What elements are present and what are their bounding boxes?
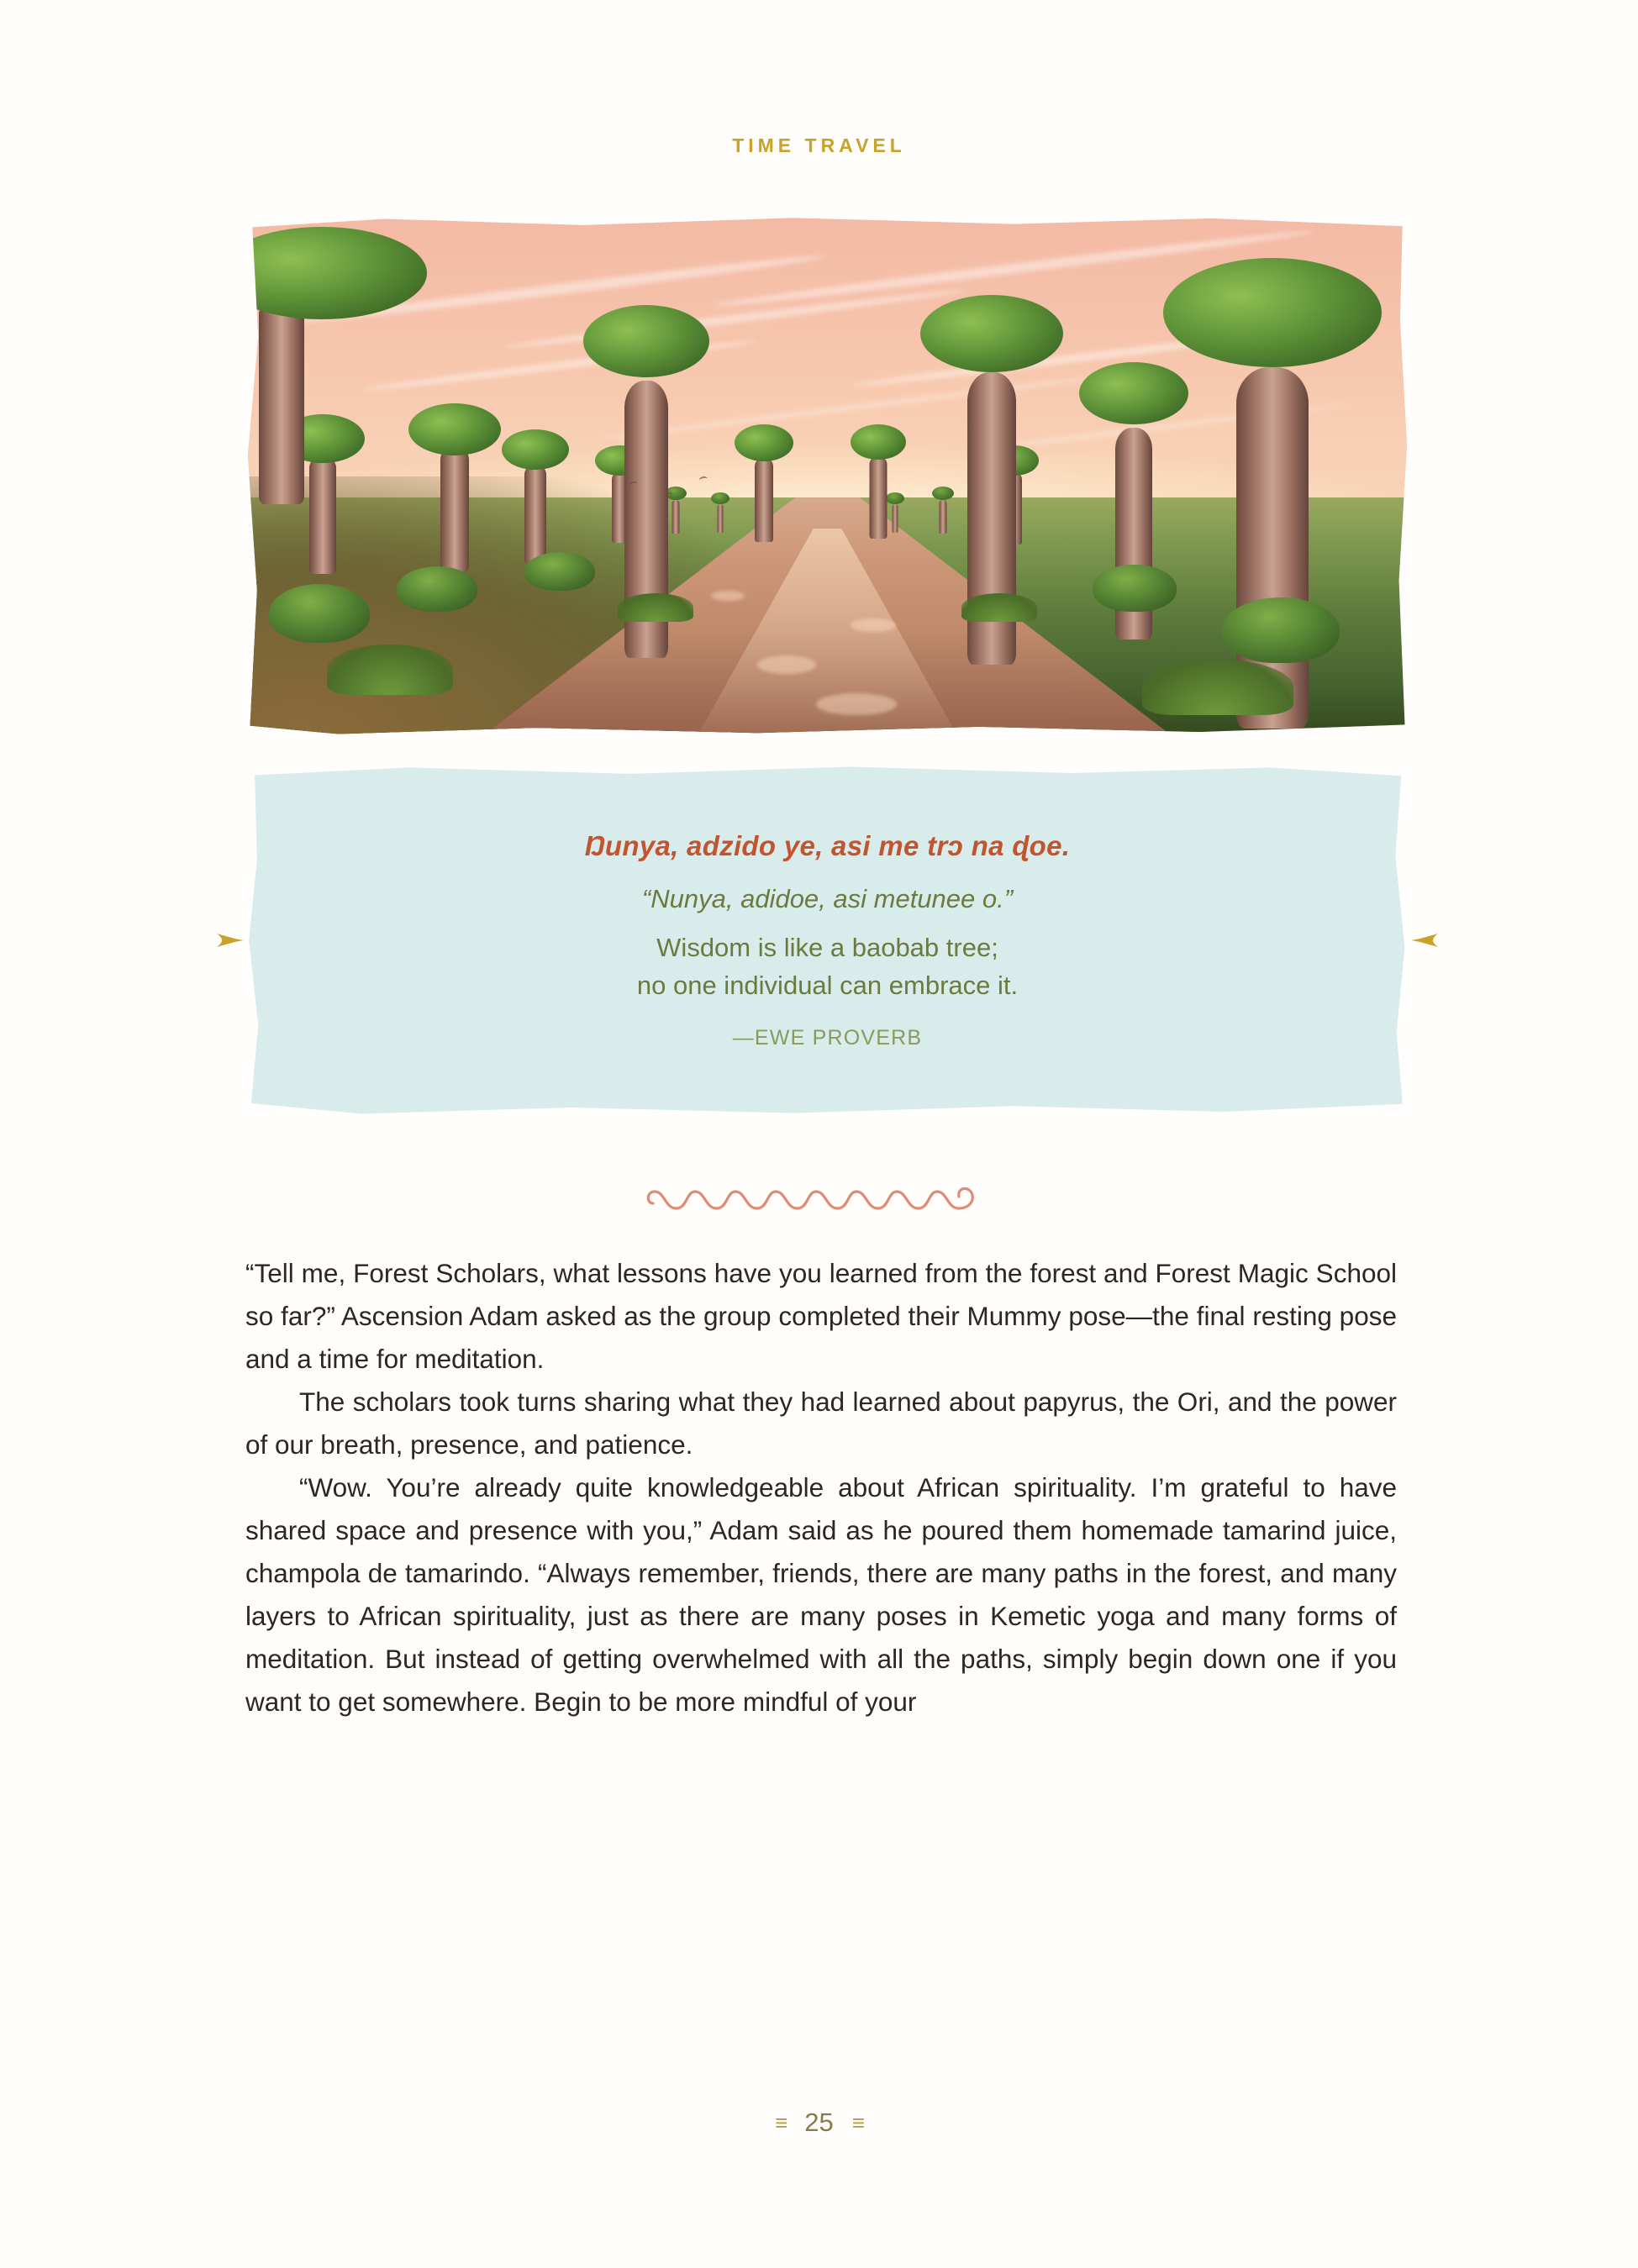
paragraph: “Wow. You’re already quite knowledgeable about African spirituality. I’m grateful to have shared space and presence with you,” Adam said as he poured them homemade tamarind juice, champola de tamarindo. “Always remember, friends, there are many paths in the forest, and many layers to African spirituality, just as there are many poses in Kemetic yoga and many forms of meditation. But instead of getting overwhelmed with all the paths, simply begin down one if you want to get somewhere. Begin to be more mindful of your bbox=[245, 1472, 1397, 1718]
proverb-translation-line-1: Wisdom is like a baobab tree; bbox=[656, 932, 998, 962]
puddle bbox=[816, 693, 897, 715]
folio bbox=[0, 2108, 1638, 2138]
puddle bbox=[757, 655, 816, 674]
baobab-tree-mid bbox=[851, 424, 906, 539]
illustration-canvas bbox=[245, 217, 1409, 736]
folio-ornament-right: ≡ bbox=[851, 2109, 863, 2135]
proverb-attribution: —EWE PROVERB bbox=[732, 1026, 923, 1050]
folio-ornament-left: ≡ bbox=[775, 2109, 787, 2135]
leaf-flourish-icon bbox=[1406, 922, 1443, 959]
grass-tuft bbox=[961, 593, 1037, 622]
canopy bbox=[1163, 258, 1382, 367]
bush bbox=[1222, 597, 1340, 663]
trunk bbox=[870, 456, 887, 539]
proverb-translation-line-2: no one individual can embrace it. bbox=[636, 970, 1019, 1000]
canopy bbox=[851, 424, 906, 460]
canopy bbox=[502, 429, 569, 470]
proverb-transliteration: “Nunya, adidoe, asi metunee o.” bbox=[641, 883, 1014, 913]
grass-tuft bbox=[327, 645, 453, 695]
proverb-original-text: Ŋunya, adzido ye, asi me trɔ na ɖoe. bbox=[584, 829, 1071, 861]
trunk bbox=[755, 458, 773, 542]
trunk bbox=[718, 504, 724, 533]
trunk bbox=[259, 294, 304, 504]
canopy bbox=[920, 295, 1063, 372]
proverb-panel bbox=[245, 765, 1409, 1116]
canopy bbox=[245, 227, 427, 319]
bush bbox=[524, 552, 595, 591]
baobab-tree bbox=[502, 429, 569, 564]
canopy bbox=[711, 492, 729, 504]
trunk bbox=[524, 465, 546, 564]
canopy bbox=[583, 305, 709, 377]
running-head: TIME TRAVEL bbox=[732, 134, 906, 156]
baobab-avenue-illustration bbox=[245, 217, 1409, 736]
squiggle-divider bbox=[0, 1175, 1638, 1225]
grass-tuft bbox=[1142, 660, 1293, 715]
bush bbox=[397, 566, 477, 612]
leaf-flourish-icon bbox=[212, 922, 249, 959]
canopy bbox=[735, 424, 793, 461]
baobab-tree-far bbox=[711, 492, 729, 533]
paragraph: “Tell me, Forest Scholars, what lessons have you learned from the forest and Forest Magic School so far?” Ascension Adam asked as the group completed their Mummy pose—the final resting pose and a time for meditation. bbox=[245, 1258, 1397, 1375]
bush bbox=[269, 584, 370, 643]
grass-tuft bbox=[618, 593, 693, 622]
page-number: 25 bbox=[804, 2108, 834, 2137]
paragraph: The scholars took turns sharing what they had learned about papyrus, the Ori, and the power of our breath, presence, and patience. bbox=[245, 1387, 1397, 1460]
body-text bbox=[245, 1252, 1397, 1723]
bush bbox=[1093, 565, 1177, 612]
canopy bbox=[1079, 362, 1188, 424]
baobab-tree-foreground-left bbox=[245, 227, 449, 504]
baobab-tree-mid bbox=[735, 424, 793, 542]
